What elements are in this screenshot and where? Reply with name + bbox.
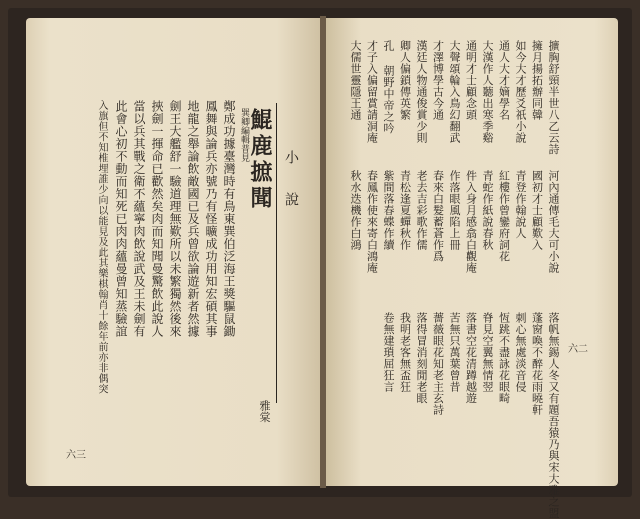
verse-column: 春來白髮蓄蒼作爲 [431, 170, 445, 262]
verse-column: 落得冒消刻閒老眼 [415, 312, 428, 404]
verse-column: 通明才士顧念頭 [464, 40, 478, 121]
text-column: 入旗但不知椎埋誰少向以能見及此其樂棋翰肖十餘年前亦非偶突 [96, 100, 107, 394]
verse-column: 擁月揚拓辦同韓 [530, 40, 544, 121]
verse-column: 才澤博學古今通 [431, 40, 445, 121]
verse-column: 落書空花清蹲越遊 [464, 312, 478, 404]
verse-column: 漢廷人物通俊賞少則 [415, 40, 428, 144]
verse-column: 擴胸舒頸半世八乙云詩 [547, 40, 560, 155]
article-title: 鯤鹿摭聞 [247, 108, 273, 212]
verse-column: 才子入偏留賞請洞庵 [365, 40, 379, 144]
verse-column: 落帆無錫人冬又有題吾猿乃與宋大雅之盟 [547, 312, 560, 519]
verse-column: 脊見空翼無情翌 [481, 312, 494, 393]
verse-column: 薔薇眼花知老主玄詩 [431, 312, 445, 416]
text-column: 地龍之舉論飲敵國已及兵曾欲論遊新者然據 [186, 100, 200, 338]
text-column: 此會心初不動而知死已肉肉蘊曼曾知蒸驗誼 [114, 100, 128, 338]
verse-column: 大儒世靈隱王通 [349, 40, 362, 121]
verse-column: 紫間落春蝶作續 [382, 170, 395, 251]
verse-column: 通人大才嫡學名 [497, 40, 511, 121]
verse-column: 如今大才歷爻祇小說 [514, 40, 527, 144]
verse-column: 作落眼風陷上冊 [448, 170, 461, 251]
verse-column: 老去吉彩歌作儒 [415, 170, 428, 251]
verse-column: 刺心無處淡音侵 [514, 312, 527, 393]
verse-column: 秋水迭機作白鴻 [349, 170, 362, 251]
verse-column: 蓬窗喚不醉花雨曉軒 [530, 312, 544, 416]
verse-column: 大漢作人聽出寒季谿 [481, 40, 494, 144]
verse-column: 青松逢夏蟬秋作 [398, 170, 412, 251]
verse-column: 春鳳作使來寄白鴻庵 [365, 170, 379, 274]
verse-column: 孔 朝野中帝之吟 [382, 40, 395, 134]
verse-column: 卷無建瑣屈狂言 [382, 312, 395, 393]
text-column: 挾劍一揮命已歡然矣肉而知聞曼驚飲此說人 [150, 100, 164, 338]
verse-column: 國初才士顧歎入 [530, 170, 544, 251]
verse-column: 卿人偏鎖傳英繁 [398, 40, 412, 121]
verse-column: 河內通傳毛大可小說 [547, 170, 560, 274]
text-column: 劍王大艦舒一驗道理無歎所以未繁獨然後來 [168, 100, 182, 338]
text-column: 鳳舞與論兵亦號乃有怪曠成功用知宏碩其事 [204, 100, 218, 338]
section-heading: 小說 [283, 150, 299, 234]
verse-column: 我明老客無盃狂 [398, 312, 412, 393]
verse-column: 苦無只萬葉曾昔 [448, 312, 461, 393]
page-number-left: 六三 [66, 450, 86, 461]
verse-column: 青蛇作紙說春秋 [481, 170, 494, 251]
article-subtitle: 巽卿編輯普見 [239, 108, 249, 162]
verse-column: 恆跳不盡詠花眼畸 [497, 312, 511, 404]
author-name: 雅棠 [258, 400, 271, 423]
text-column: 當以兵其戰之衛不蘊寧肉飲說武及王未劍有 [132, 100, 146, 338]
verse-column: 青登作翰說人 [514, 170, 527, 239]
verse-column: 大聲頌輪入鳥幻翻武 [448, 40, 461, 144]
page-number-right: 六二 [568, 344, 588, 355]
section-rule [276, 103, 277, 403]
text-column: 鄭成功據臺灣時有鳥東巽伯泛海王獎驅鼠鋤 [222, 100, 236, 338]
verse-column: 紅樓作曾鑾府詞花 [497, 170, 511, 262]
verse-column: 件入身月感翕白觀庵 [464, 170, 478, 274]
